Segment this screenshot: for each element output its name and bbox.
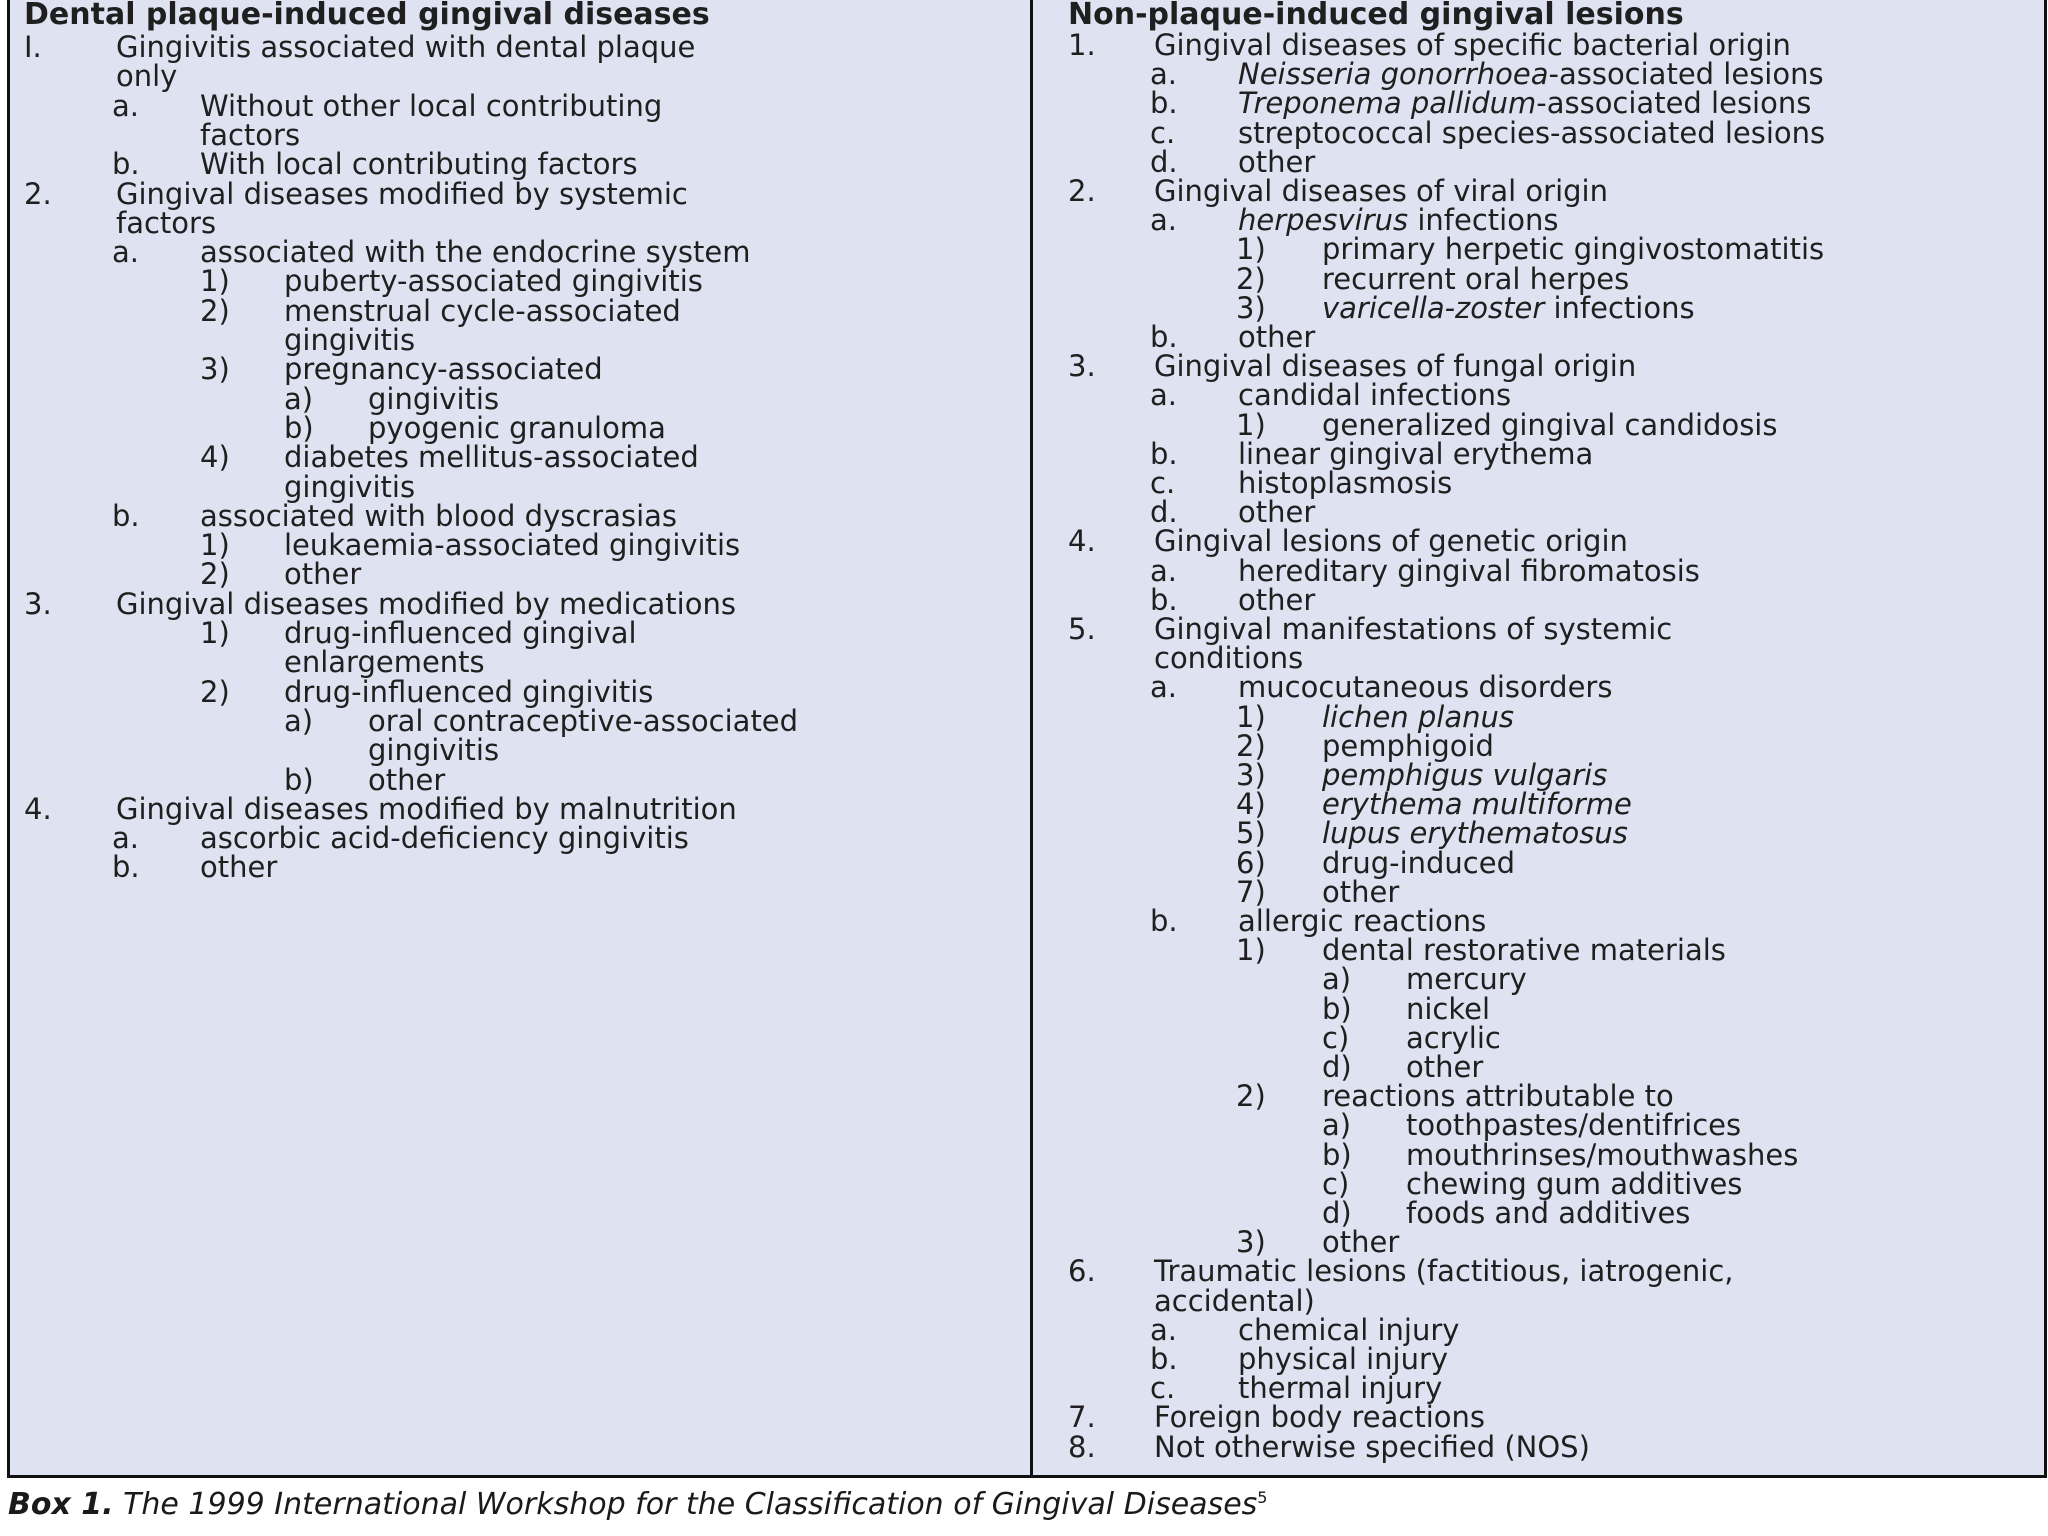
item-label: b. [1150,904,1178,938]
item-text: other [368,762,446,797]
item-text: enlargements [284,645,485,680]
item-label: a) [1322,962,1352,997]
item-text: primary herpetic gingivostomatitis [1322,232,1825,267]
item-label: b. [1150,320,1178,354]
item-label: a. [1150,1312,1177,1347]
item-text: gingivitis [284,323,416,357]
item-text: Traumatic lesions (factitious, iatrogenic, [1154,1254,1734,1289]
caption-label: Box 1. [8,1487,114,1522]
item-text: other [1322,874,1400,909]
item-label: b. [1150,86,1178,121]
item-text: allergic reactions [1238,904,1487,938]
item-text: other [200,850,278,885]
item-label: d) [1322,1050,1352,1084]
item-text: acrylic [1406,1020,1501,1055]
item-text: varicella-zoster infections [1322,290,1695,325]
item-text: Foreign body reactions [1154,1400,1486,1435]
item-text: Treponema pallidum-associated lesions [1238,86,1812,121]
item-label: a. [112,821,139,856]
caption-superscript: 5 [1257,1488,1268,1507]
item-label: 2. [24,176,52,211]
box-caption [8,1480,1267,1523]
item-text: other [1322,1225,1400,1260]
item-label: 2. [1068,174,1096,208]
item-text: chemical injury [1238,1312,1460,1347]
item-text: pyogenic granuloma [368,410,666,445]
item-text: gingivitis [368,733,500,768]
item-text: conditions [1154,641,1304,676]
item-text: Gingivitis associated with dental plaque [116,30,696,64]
item-label: 4) [200,440,230,475]
item-text: recurrent oral herpes [1322,261,1630,296]
item-text: chewing gum additives [1406,1166,1743,1201]
item-label: 2) [200,293,230,328]
item-text: Gingival lesions of genetic origin [1154,524,1628,559]
item-text: physical injury [1238,1342,1449,1376]
item-text: linear gingival erythema [1238,436,1594,471]
item-text: gingivitis [284,469,416,504]
item-label: a) [1322,1108,1352,1143]
item-text: thermal injury [1238,1371,1443,1406]
right-heading: Non-plaque-induced gingival lesions [1068,0,1684,32]
item-label: b. [1150,436,1178,471]
item-text: mucocutaneous disorders [1238,670,1613,705]
item-text: Gingival manifestations of systemic [1154,612,1673,646]
item-label: 1) [200,616,230,650]
item-text: other [1238,144,1316,179]
item-label: I. [24,30,42,64]
column-divider [1030,0,1033,1478]
item-label: a. [1150,378,1177,413]
item-text: hereditary gingival fibromatosis [1238,553,1700,588]
item-text: Without other local contributing [200,88,663,123]
item-text: associated with blood dyscrasias [200,498,678,533]
item-text: pemphigus vulgaris [1322,758,1608,792]
item-label: 1) [1236,699,1266,734]
item-text: lichen planus [1322,699,1514,734]
item-text: mouthrinses/mouthwashes [1406,1137,1799,1172]
item-text: accidental) [1154,1283,1315,1318]
item-text: only [116,59,178,94]
item-label: 6) [1236,845,1266,880]
item-label: c) [1322,1166,1350,1201]
item-label: 2) [200,557,230,592]
item-label: 3) [1236,758,1266,792]
item-label: a. [112,88,139,123]
item-label: 2) [1236,1079,1266,1114]
item-text: puberty-associated gingivitis [284,264,703,299]
item-label: 5. [1068,612,1096,646]
item-text: dental restorative materials [1322,933,1726,968]
item-text: menstrual cycle-associated [284,293,681,328]
item-label: b) [1322,1137,1352,1172]
item-text: drug-influenced gingival [284,616,637,650]
item-text: associated with the endocrine system [200,235,751,270]
item-text: erythema multiforme [1322,787,1632,822]
item-label: 4. [24,791,52,826]
item-label: d. [1150,495,1178,530]
item-label: d. [1150,144,1178,179]
item-label: 1) [200,264,230,299]
item-label: a. [1150,57,1177,92]
item-label: 2) [200,674,230,709]
item-text: lupus erythematosus [1322,816,1628,851]
item-label: 3. [1068,349,1096,384]
item-label: 1. [1068,28,1096,62]
item-label: a. [112,235,139,270]
item-text: other [1406,1050,1484,1084]
item-label: 4. [1068,524,1096,559]
item-text: other [1238,495,1316,530]
item-text: other [284,557,362,592]
item-text: pregnancy-associated [284,352,603,387]
item-label: 3) [1236,1225,1266,1260]
item-label: a. [1150,203,1177,238]
item-label: 8. [1068,1429,1096,1464]
item-label: 3) [1236,290,1266,325]
item-label: b) [284,762,314,797]
item-label: 4) [1236,787,1266,822]
item-text: Gingival diseases of fungal origin [1154,349,1637,384]
item-text: leukaemia-associated gingivitis [284,528,741,563]
item-label: 1) [1236,232,1266,267]
item-text: nickel [1406,991,1491,1026]
item-label: 5) [1236,816,1266,851]
item-text: ascorbic acid-deficiency gingivitis [200,821,689,856]
item-text: Not otherwise specified (NOS) [1154,1429,1590,1464]
item-text: herpesvirus infections [1238,203,1559,238]
item-text: oral contraceptive-associated [368,703,799,738]
item-label: 1) [200,528,230,563]
item-text: Gingival diseases modified by malnutrition [116,791,737,826]
item-label: 3. [24,586,52,621]
item-label: b. [112,498,140,533]
item-label: a. [1150,553,1177,588]
item-text: pemphigoid [1322,728,1494,763]
item-text: gingivitis [368,381,500,416]
item-text: reactions attributable to [1322,1079,1674,1114]
item-text: histoplasmosis [1238,466,1453,500]
item-label: 2) [1236,728,1266,763]
item-label: 7. [1068,1400,1096,1435]
item-text: Gingival diseases of viral origin [1154,174,1608,208]
item-text: generalized gingival candidosis [1322,407,1778,442]
item-label: c. [1150,115,1176,150]
item-label: c. [1150,1371,1176,1406]
item-label: b. [1150,1342,1178,1376]
item-label: b. [112,147,140,182]
item-text: factors [116,205,217,240]
item-label: c. [1150,466,1176,500]
item-text: drug-induced [1322,845,1516,880]
item-label: d) [1322,1196,1352,1230]
item-label: b. [112,850,140,885]
item-text: other [1238,320,1316,354]
classification-box [7,0,2047,1478]
item-label: 3) [200,352,230,387]
item-label: 7) [1236,874,1266,909]
item-text: other [1238,582,1316,617]
item-label: 2) [1236,261,1266,296]
item-label: b. [1150,582,1178,617]
left-heading: Dental plaque-induced gingival diseases [24,0,710,32]
item-text: mercury [1406,962,1527,997]
item-text: With local contributing factors [200,147,638,182]
item-label: a) [284,703,314,738]
item-label: 1) [1236,933,1266,968]
item-label: a. [1150,670,1177,705]
item-text: drug-influenced gingivitis [284,674,654,709]
item-text: factors [200,117,301,152]
item-text: candidal infections [1238,378,1512,413]
item-label: a) [284,381,314,416]
item-text: diabetes mellitus-associated [284,440,699,475]
item-text: streptococcal species-associated lesions [1238,115,1826,150]
item-label: c) [1322,1020,1350,1055]
item-text: Neisseria gonorrhoea-associated lesions [1238,57,1824,92]
item-label: 1) [1236,407,1266,442]
item-text: foods and additives [1406,1196,1691,1230]
item-label: b) [1322,991,1352,1026]
caption-text: The 1999 International Workshop for the Classification of Gingival Diseases [123,1487,1258,1522]
item-label: 6. [1068,1254,1096,1289]
item-text: Gingival diseases modified by systemic [116,176,688,211]
item-text: toothpastes/dentifrices [1406,1108,1742,1143]
item-text: Gingival diseases of specific bacterial origin [1154,28,1791,62]
item-text: Gingival diseases modified by medications [116,586,736,621]
item-label: b) [284,410,314,445]
